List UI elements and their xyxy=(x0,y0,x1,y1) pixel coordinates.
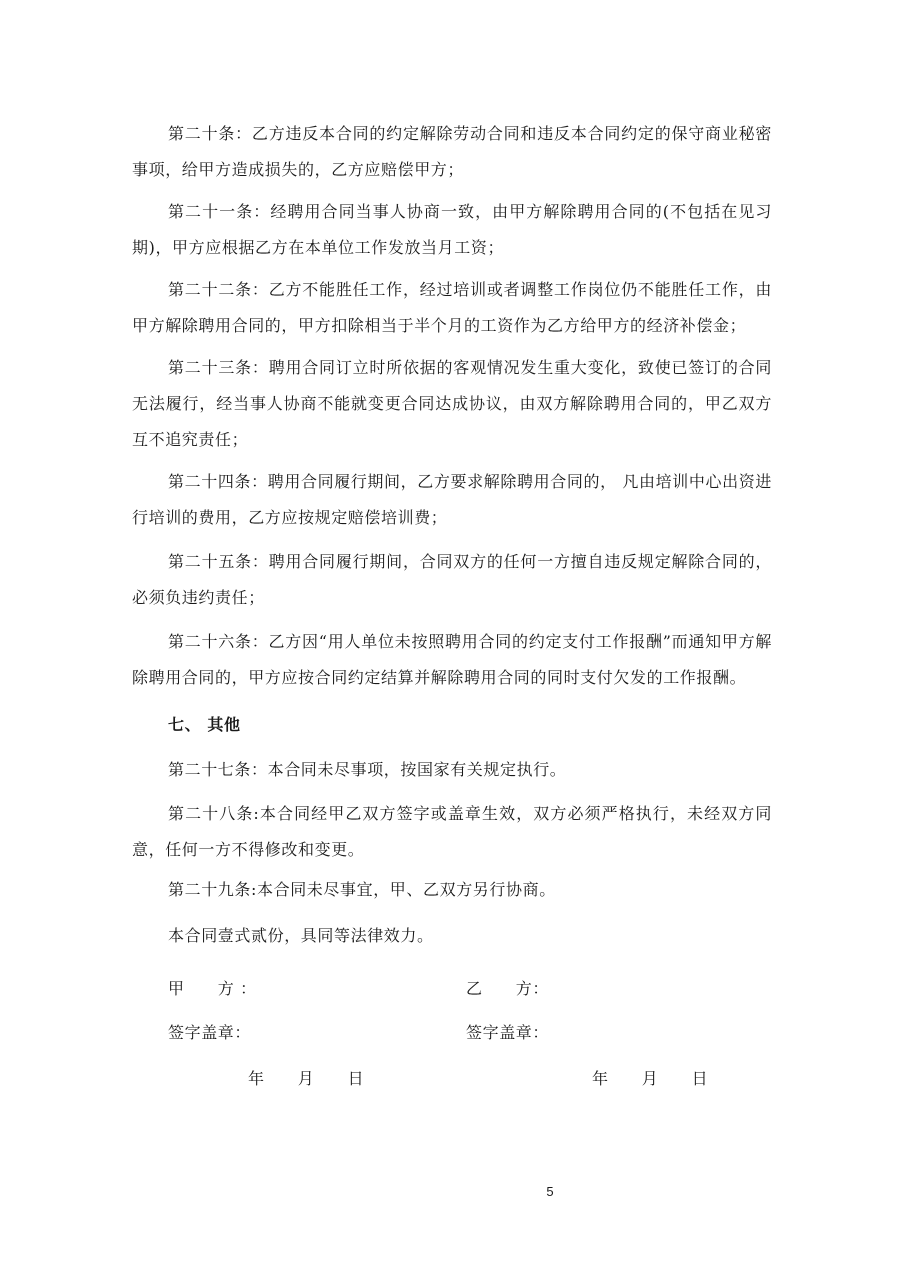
article-25: 第二十五条：聘用合同履行期间，合同双方的任何一方擅自违反规定解除合同的，必须负违约责任； xyxy=(132,552,772,607)
party-b-label: 乙 方： xyxy=(466,979,550,998)
article-29: 第二十九条:本合同未尽事宜，甲、乙双方另行协商。 xyxy=(168,880,556,899)
article-22: 第二十二条：乙方不能胜任工作，经过培训或者调整工作岗位仍不能胜任工作，由甲方解除聘用合同的，甲方扣除相当于半个月的工资作为乙方给甲方的经济补偿金； xyxy=(132,280,772,335)
article-24: 第二十四条：聘用合同履行期间，乙方要求解除聘用合同的， 凡由培训中心出资进行培训的费用，乙方应按规定赔偿培训费； xyxy=(132,472,772,527)
section-heading: 七、 其他 xyxy=(168,715,241,734)
closing-statement: 本合同壹式贰份，具同等法律效力。 xyxy=(168,926,434,945)
article-27: 第二十七条：本合同未尽事项，按国家有关规定执行。 xyxy=(168,760,567,779)
article-21: 第二十一条：经聘用合同当事人协商一致，由甲方解除聘用合同的(不包括在见习期)，甲方应根据乙方在本单位工作发放当月工资； xyxy=(132,202,772,257)
page-number: 5 xyxy=(546,1184,554,1199)
article-23: 第二十三条：聘用合同订立时所依据的客观情况发生重大变化，致使已签订的合同无法履行，经当事人协商不能就变更合同达成协议，由双方解除聘用合同的，甲乙双方互不追究责任； xyxy=(132,358,772,449)
party-b-date: 年 月 日 xyxy=(592,1069,709,1088)
party-b-seal-label: 签字盖章： xyxy=(466,1023,550,1042)
article-28: 第二十八条:本合同经甲乙双方签字或盖章生效，双方必须严格执行，未经双方同意，任何一方不得修改和变更。 xyxy=(132,804,772,859)
article-26: 第二十六条：乙方因“用人单位未按照聘用合同的约定支付工作报酬”而通知甲方解除聘用合同的，甲方应按合同约定结算并解除聘用合同的同时支付欠发的工作报酬。 xyxy=(132,632,772,687)
article-20: 第二十条：乙方违反本合同的约定解除劳动合同和违反本合同约定的保守商业秘密事项，给甲方造成损失的，乙方应赔偿甲方； xyxy=(132,124,772,179)
party-a-seal-label: 签字盖章： xyxy=(168,1023,252,1042)
party-a-label: 甲 方 ： xyxy=(168,979,257,998)
party-a-date: 年 月 日 xyxy=(248,1069,365,1088)
